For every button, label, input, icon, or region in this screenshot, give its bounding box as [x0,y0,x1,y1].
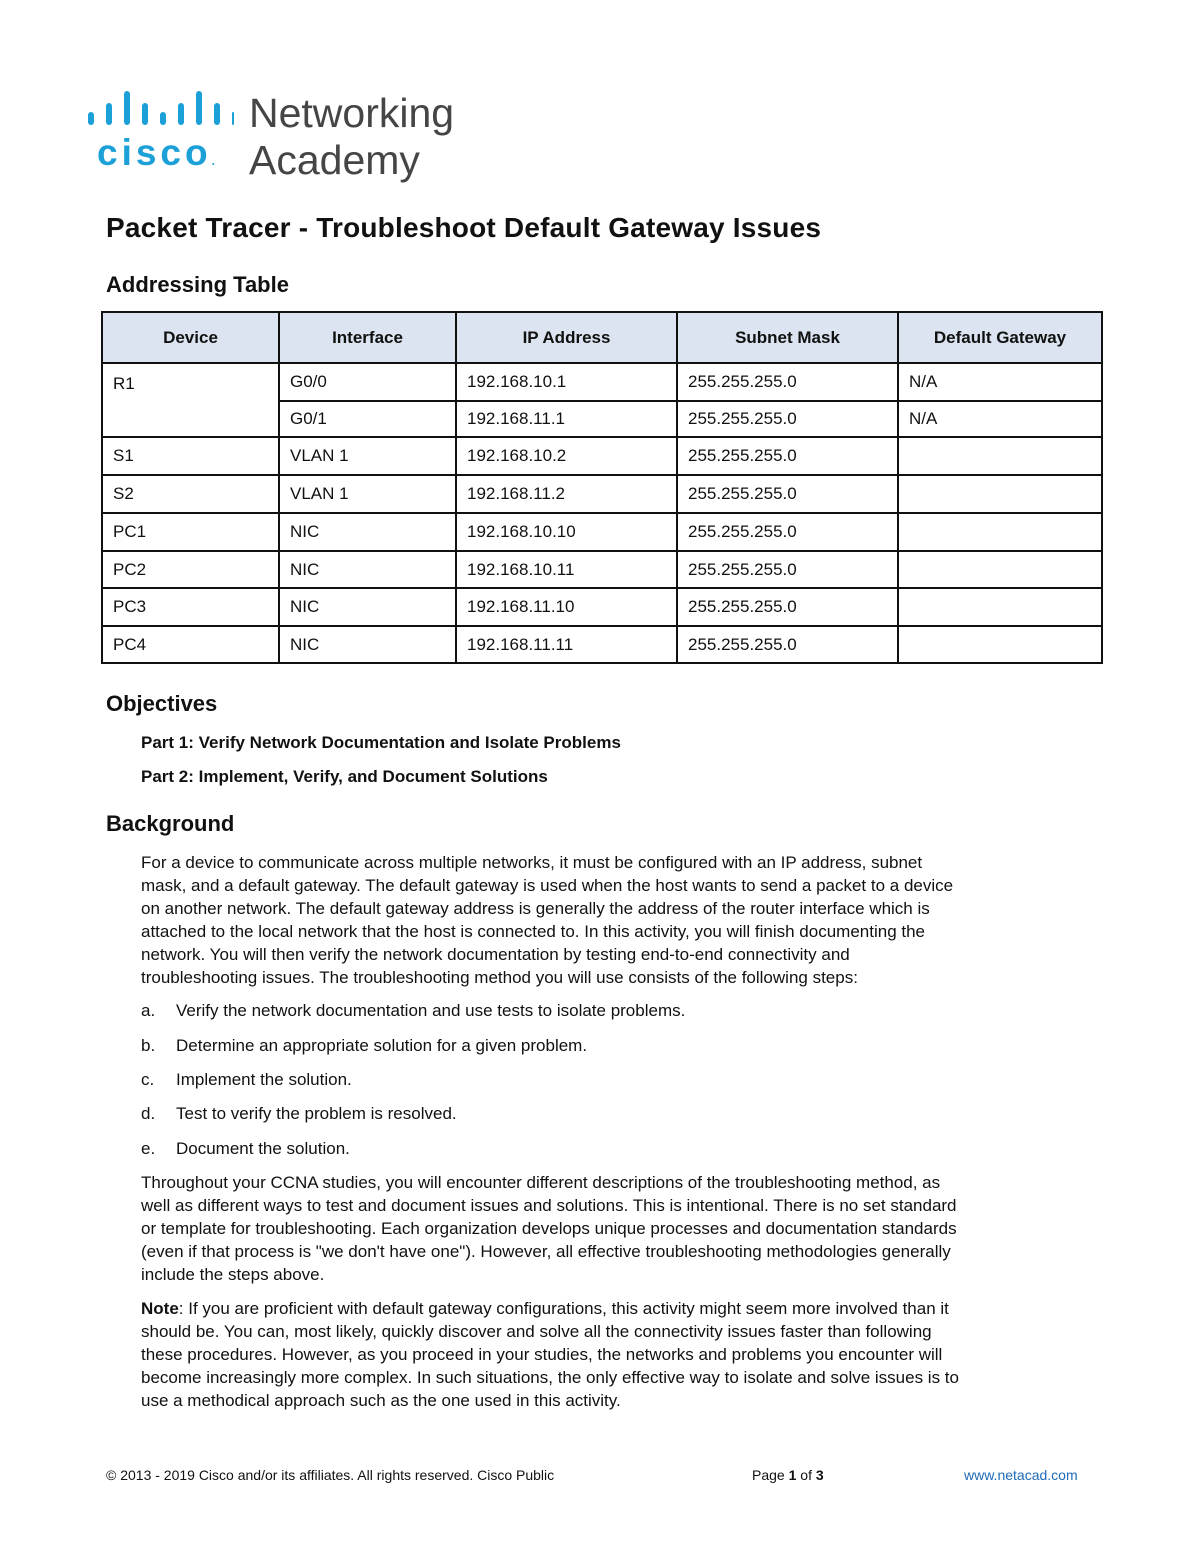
paragraph-line: (even if that process is "we don't have one"). However, all effective troubleshooting methodologies generally [141,1242,951,1261]
step-text: Determine an appropriate solution for a given problem. [176,1036,588,1055]
cell-gateway [898,588,1102,626]
background-heading: Background [106,811,235,836]
page-total: 3 [815,1467,824,1483]
addressing-table-heading: Addressing Table [106,272,289,297]
table-header-row [102,312,1102,363]
logo-line-1: Networking [249,90,455,136]
cell-ip: 192.168.11.10 [456,588,677,626]
cisco-wordmark-text: cisco [97,132,212,173]
column-header-device: Device [102,312,279,363]
cisco-networking-academy-logo [84,86,484,182]
step-letter: c. [141,1070,155,1089]
cell-interface: G0/1 [279,401,456,437]
cell-mask: 255.255.255.0 [677,551,898,588]
paragraph-line: use a methodical approach such as the one used in this activity. [141,1391,621,1410]
paragraph-line: on another network. The default gateway address is generally the address of the router interface which is [141,899,930,918]
cell-ip: 192.168.10.11 [456,551,677,588]
cell-gateway: N/A [898,363,1102,401]
cell-gateway [898,437,1102,475]
step-letter: a. [141,1001,156,1020]
logo-line-2: Academy [249,137,420,183]
cell-mask: 255.255.255.0 [677,475,898,513]
cell-ip: 192.168.11.1 [456,401,677,437]
page-num: 1 [788,1467,797,1483]
cell-device: PC3 [102,588,279,626]
cell-interface: NIC [279,626,456,663]
note-label: Note [141,1299,179,1318]
step-item [141,1070,352,1090]
cell-mask: 255.255.255.0 [677,401,898,437]
networking-academy-wordmark [249,90,454,184]
paragraph-line: well as different ways to test and document issues and solutions. This is intentional. There is no set standard [141,1196,957,1215]
cell-device: PC4 [102,626,279,663]
column-header-subnet-mask: Subnet Mask [677,312,898,363]
table-row [102,588,1102,626]
background-paragraph-1 [141,851,1091,989]
cell-gateway: N/A [898,401,1102,437]
cell-device: PC1 [102,513,279,551]
cisco-bars-icon [84,90,234,130]
note-paragraph [141,1297,1091,1412]
paragraph-line: For a device to communicate across multiple networks, it must be configured with an IP address, subnet [141,853,923,872]
footer-copyright: © 2013 - 2019 Cisco and/or its affiliates. All rights reserved. Cisco Public [106,1467,555,1483]
cell-device: R1 [102,363,279,437]
footer-netacad-link[interactable]: www.netacad.com [964,1467,1078,1483]
step-letter: d. [141,1104,156,1123]
paragraph-line: network. You will then verify the network documentation by testing end-to-end connectivity and [141,945,850,964]
paragraph-line: mask, and a default gateway. The default gateway is used when the host wants to send a packet to a device [141,876,954,895]
column-header-ip-address: IP Address [456,312,677,363]
cell-mask: 255.255.255.0 [677,626,898,663]
column-header-default-gateway: Default Gateway [898,312,1102,363]
step-letter: e. [141,1139,156,1158]
paragraph-line: include the steps above. [141,1265,325,1284]
cell-ip: 192.168.10.2 [456,437,677,475]
step-text: Implement the solution. [176,1070,352,1089]
objective-part-1: Part 1: Verify Network Documentation and Isolate Problems [141,733,621,752]
paragraph-line: attached to the local network that the host is connected to. In this activity, you will finish documenting the [141,922,926,941]
cell-device: PC2 [102,551,279,588]
cell-gateway [898,626,1102,663]
step-letter: b. [141,1036,156,1055]
cell-interface: NIC [279,513,456,551]
cell-interface: NIC [279,551,456,588]
cisco-wordmark: cisco. [97,132,215,173]
footer-page-number [752,1467,824,1483]
background-paragraph-2 [141,1171,1091,1286]
cell-device: S2 [102,475,279,513]
cell-gateway [898,513,1102,551]
cell-interface: VLAN 1 [279,437,456,475]
table-row [102,437,1102,475]
step-item [141,1036,587,1056]
cell-mask: 255.255.255.0 [677,437,898,475]
cell-interface: G0/0 [279,363,456,401]
step-item [141,1104,457,1124]
cell-ip: 192.168.11.11 [456,626,677,663]
addressing-table [101,311,1103,664]
page-title: Packet Tracer - Troubleshoot Default Gateway Issues [106,212,822,243]
cell-ip: 192.168.11.2 [456,475,677,513]
cell-ip: 192.168.10.1 [456,363,677,401]
paragraph-line: Throughout your CCNA studies, you will encounter different descriptions of the troubleshooting method, as [141,1173,941,1192]
paragraph-line [141,1297,1091,1320]
table-row [102,626,1102,663]
table-row [102,475,1102,513]
cell-mask: 255.255.255.0 [677,588,898,626]
paragraph-line: these procedures. However, as you proceed in your studies, the networks and problems you encounter will [141,1345,943,1364]
page-prefix: Page [752,1467,789,1483]
paragraph-line: become increasingly more complex. In such situations, the only effective way to isolate and solve issues is to [141,1368,959,1387]
step-item [141,1139,350,1159]
cell-mask: 255.255.255.0 [677,513,898,551]
cell-interface: NIC [279,588,456,626]
paragraph-line: or template for troubleshooting. Each organization develops unique processes and documentation standards [141,1219,957,1238]
note-first-line: : If you are proficient with default gateway configurations, this activity might seem more involved than it [178,1299,949,1318]
step-text: Test to verify the problem is resolved. [176,1104,457,1123]
step-text: Document the solution. [176,1139,350,1158]
paragraph-line: should be. You can, most likely, quickly discover and solve all the connectivity issues faster than following [141,1322,932,1341]
table-row [102,551,1102,588]
page-of: of [796,1467,816,1483]
column-header-interface: Interface [279,312,456,363]
step-text: Verify the network documentation and use tests to isolate problems. [176,1001,686,1020]
table-row [102,363,1102,401]
cell-gateway [898,475,1102,513]
objectives-heading: Objectives [106,691,218,716]
cell-interface: VLAN 1 [279,475,456,513]
cell-ip: 192.168.10.10 [456,513,677,551]
cell-gateway [898,551,1102,588]
cell-mask: 255.255.255.0 [677,363,898,401]
step-item [141,1001,685,1021]
table-row [102,513,1102,551]
cell-device: S1 [102,437,279,475]
paragraph-line: troubleshooting issues. The troubleshooting method you will use consists of the following steps: [141,968,858,987]
objective-part-2: Part 2: Implement, Verify, and Document Solutions [141,767,548,786]
